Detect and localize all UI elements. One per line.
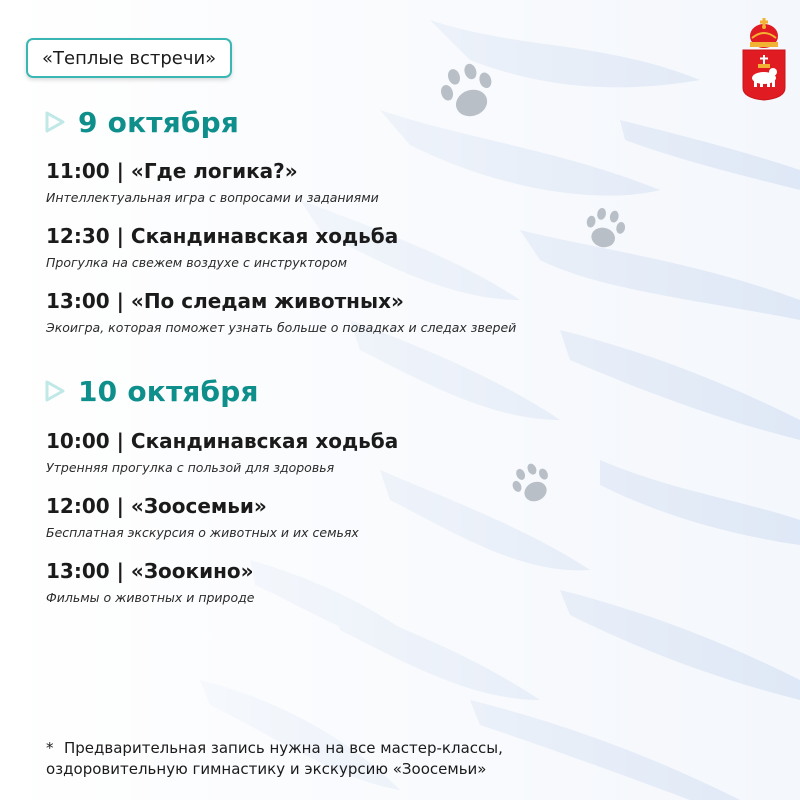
- date-label: 10 октября: [78, 374, 259, 408]
- event-item: [46, 158, 746, 206]
- event-series-tag: [26, 38, 232, 78]
- event-title: 11:00 | «Где логика?»: [46, 159, 298, 183]
- arrow-right-icon: [44, 379, 66, 403]
- footnote-mark: *: [46, 739, 54, 757]
- event-title: 10:00 | Скандинавская ходьба: [46, 429, 399, 453]
- event-title: 13:00 | «Зоокино»: [46, 559, 254, 583]
- date-label: 9 октября: [78, 105, 240, 139]
- event-item: [46, 288, 746, 336]
- event-description: Утренняя прогулка с пользой для здоровья: [46, 460, 335, 475]
- coat-of-arms-icon: [740, 14, 788, 102]
- footnote-line-1: [46, 738, 766, 759]
- event-description: Прогулка на свежем воздухе с инструктором: [46, 255, 348, 270]
- event-item: [46, 493, 746, 541]
- event-description: Бесплатная экскурсия о животных и их семьях: [46, 525, 359, 540]
- date-heading-day-1: [44, 102, 239, 142]
- event-item: [46, 558, 746, 606]
- footnote: [46, 738, 766, 780]
- event-description: Экоигра, которая поможет узнать больше о повадках и следах зверей: [46, 320, 517, 335]
- event-title: 12:00 | «Зоосемьи»: [46, 494, 267, 518]
- event-title: 13:00 | «По следам животных»: [46, 289, 404, 313]
- arrow-right-icon: [44, 110, 66, 134]
- footnote-text-1: Предварительная запись нужна на все мастер-классы,: [64, 739, 503, 757]
- event-item: [46, 223, 746, 271]
- date-heading-day-2: [44, 371, 259, 411]
- event-title: 12:30 | Скандинавская ходьба: [46, 224, 399, 248]
- event-item: [46, 428, 746, 476]
- paw-print-icon: [432, 56, 504, 128]
- event-description: Фильмы о животных и природе: [46, 590, 255, 605]
- event-description: Интеллектуальная игра с вопросами и заданиями: [46, 190, 379, 205]
- event-series-tag-text: «Теплые встречи»: [42, 47, 217, 69]
- footnote-line-2: оздоровительную гимнастику и экскурсию «Зоосемьи»: [46, 760, 487, 778]
